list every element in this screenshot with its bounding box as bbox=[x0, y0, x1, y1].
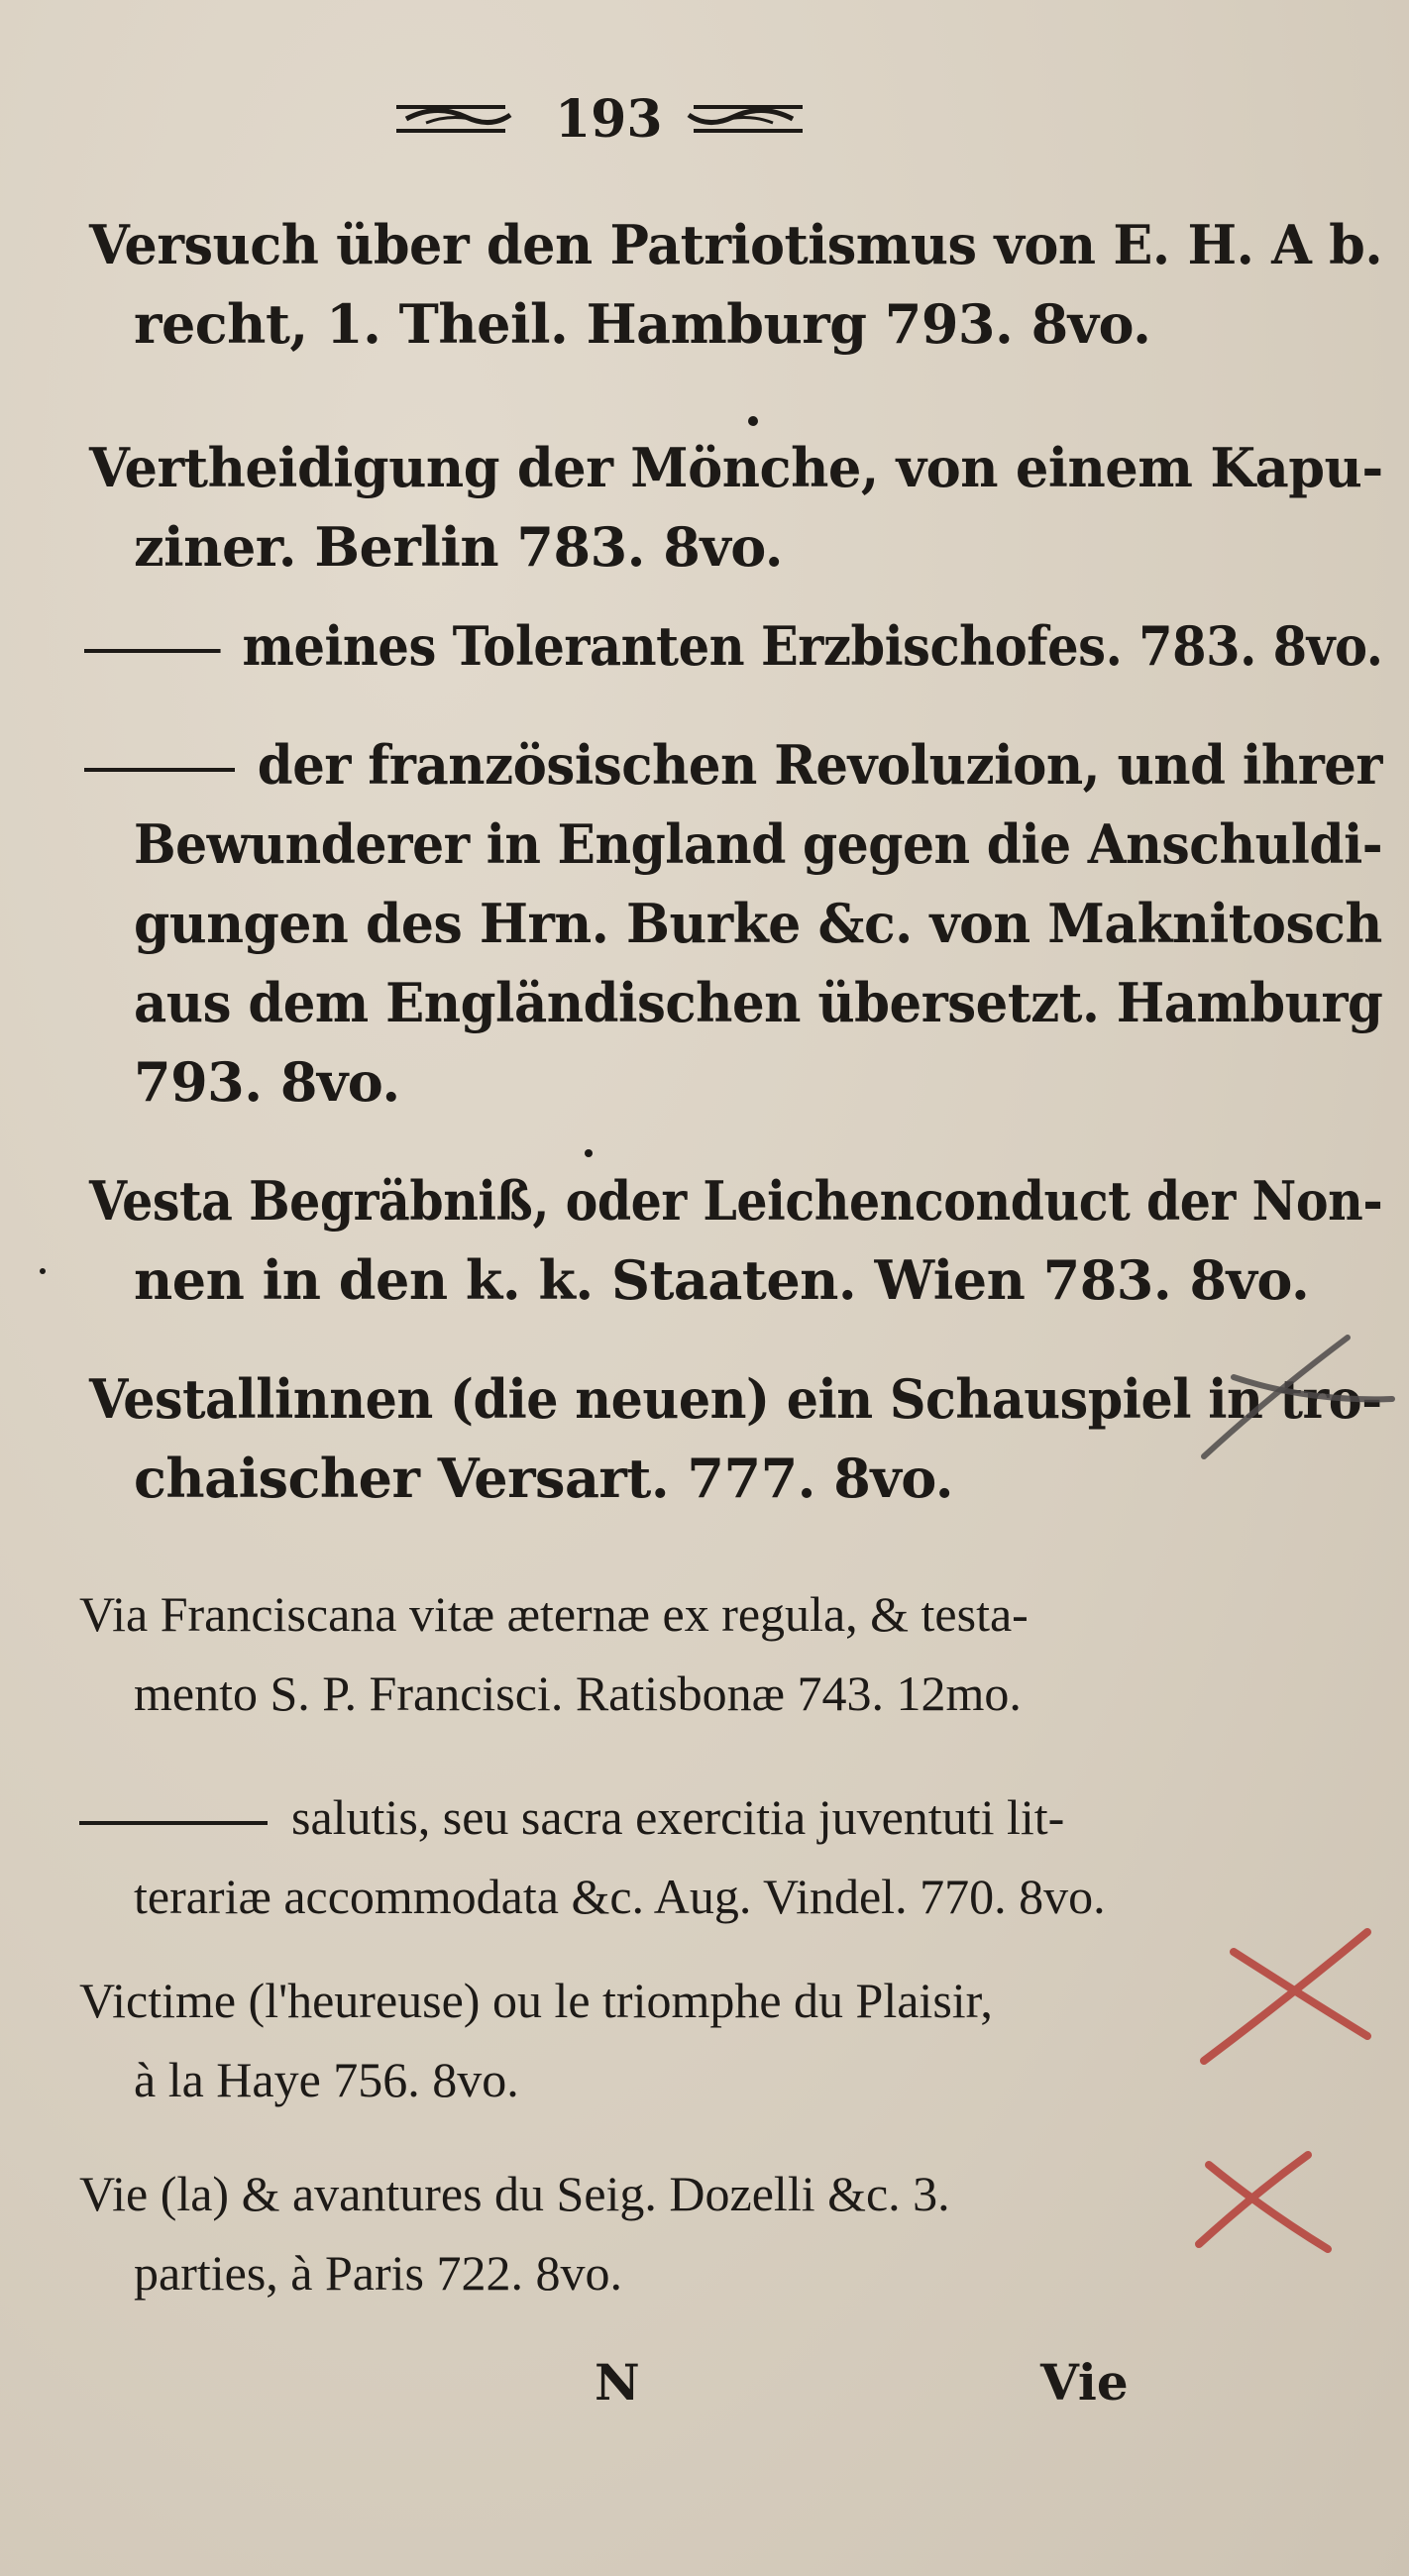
entry-line: aus dem Engländischen übersetzt. Hamburg bbox=[134, 971, 1383, 1034]
pencil-cross-mark-icon bbox=[1189, 1318, 1402, 1476]
ornament-left-icon bbox=[396, 99, 515, 139]
entry-line: recht, 1. Theil. Hamburg 793. 8vo. bbox=[134, 292, 1151, 356]
entry-line: 793. 8vo. bbox=[134, 1050, 400, 1114]
entry-line: Vie (la) & avantures du Seig. Dozelli &c. 3. bbox=[79, 2166, 950, 2221]
page-header bbox=[396, 89, 813, 159]
entry-line: Vestallinnen (die neuen) ein Schauspiel in tro- bbox=[89, 1367, 1382, 1431]
catchword: Vie bbox=[1040, 2353, 1129, 2412]
ink-speck bbox=[40, 1268, 46, 1274]
ditto-dash bbox=[79, 1821, 268, 1825]
ornament-right-icon bbox=[684, 99, 803, 139]
entry-line: chaischer Versart. 777. 8vo. bbox=[134, 1447, 954, 1510]
entry-text: meines Toleranten Erzbischofes. 783. 8vo. bbox=[242, 614, 1383, 678]
entry-line: ziner. Berlin 783. 8vo. bbox=[134, 515, 784, 579]
entry-line: Via Franciscana vitæ æternæ ex regula, & testa- bbox=[79, 1586, 1029, 1642]
entry-text: der französischen Revoluzion, und ihrer bbox=[257, 733, 1382, 797]
entry-line: nen in den k. k. Staaten. Wien 783. 8vo. bbox=[134, 1248, 1310, 1312]
entry-line bbox=[84, 614, 1382, 678]
ditto-dash bbox=[84, 768, 235, 772]
red-cross-mark-icon bbox=[1184, 2145, 1343, 2264]
entry-line: Versuch über den Patriotismus von E. H. A b. bbox=[89, 213, 1383, 276]
entry-text: salutis, seu sacra exercitia juventuti lit- bbox=[291, 1789, 1065, 1845]
entry-line: à la Haye 756. 8vo. bbox=[134, 2052, 519, 2107]
red-cross-mark-icon bbox=[1194, 1922, 1382, 2071]
entry-line: mento S. P. Francisci. Ratisbonæ 743. 12mo. bbox=[134, 1665, 1022, 1721]
entry-line: Bewunderer in England gegen die Anschuldi- bbox=[134, 812, 1383, 876]
entry-line: Vertheidigung der Mönche, von einem Kapu- bbox=[89, 436, 1383, 499]
entry-line: Victime (l'heureuse) ou le triomphe du Plaisir, bbox=[79, 1973, 993, 2028]
ditto-dash bbox=[84, 649, 221, 653]
entry-line bbox=[79, 1788, 1064, 1846]
ink-speck bbox=[585, 1149, 593, 1157]
entry-line: parties, à Paris 722. 8vo. bbox=[134, 2245, 622, 2301]
entry-line bbox=[84, 733, 1382, 797]
page-number: 193 bbox=[555, 89, 663, 150]
entry-line: Vesta Begräbniß, oder Leichenconduct der Non- bbox=[89, 1169, 1383, 1233]
signature-mark: N bbox=[595, 2353, 640, 2412]
ink-speck bbox=[748, 416, 758, 426]
entry-line: gungen des Hrn. Burke &c. von Maknitosch bbox=[134, 892, 1382, 955]
entry-line: terariæ accommodata &c. Aug. Vindel. 770. 8vo. bbox=[134, 1869, 1106, 1924]
